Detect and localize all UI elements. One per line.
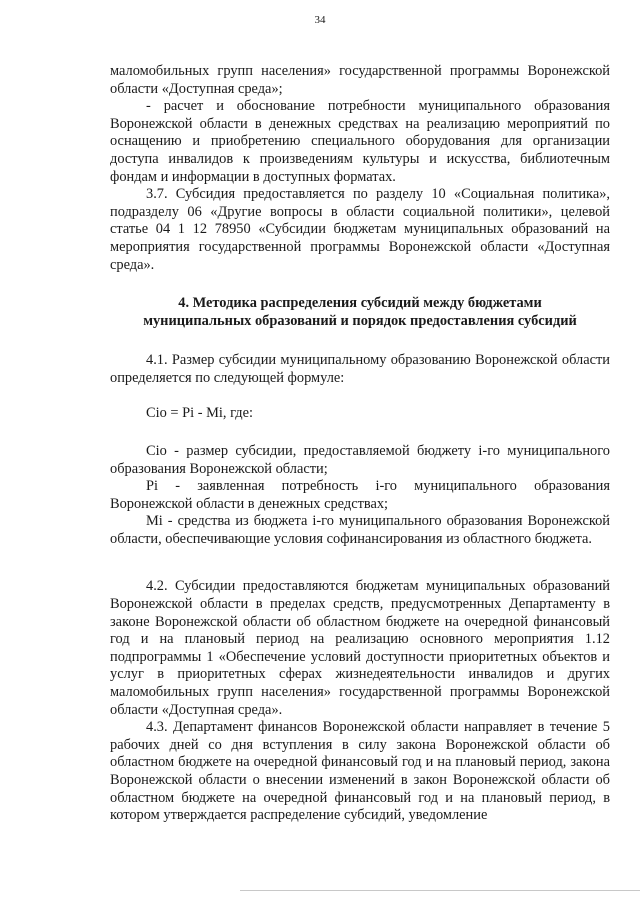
section-heading-line-2: муниципальных образований и порядок предоставления субсидий — [143, 313, 577, 330]
paragraph-list-item: - расчет и обоснование потребности муниципального образования Воронежской области в денежных средствах на реализацию мероприятий по оснащению и приобретению специального оборудования для организации доступа инвалидов к произведениям культуры и искусства, библиотечным фондам и информации в доступных форматах. — [110, 98, 610, 185]
spacer — [110, 423, 610, 443]
definition-pi: Рi - заявленная потребность i-го муниципального образования Воронежской области в денежных средствах; — [110, 478, 610, 512]
document-body — [110, 63, 610, 825]
paragraph-continuation: маломобильных групп населения» государственной программы Воронежской области «Доступная среда»; — [110, 63, 610, 97]
section-heading-line-1: 4. Методика распределения субсидий между бюджетами — [178, 295, 542, 312]
paragraph-3-7: 3.7. Субсидия предоставляется по разделу 10 «Социальная политика», подразделу 06 «Другие вопросы в области социальной политики», целевой статье 04 1 12 78950 «Субсидии бюджетам муниципальных образований на мероприятия государственной программы Воронежской области «Доступная среда». — [110, 186, 610, 273]
definition-cio: Сiо - размер субсидии, предоставляемой бюджету i-го муниципального образования Воронежской области; — [110, 442, 610, 477]
formula: Сiо = Рi - Мi, где: — [146, 405, 253, 422]
paragraph-4-1: 4.1. Размер субсидии муниципальному образованию Воронежской области определяется по следующей формуле: — [110, 352, 610, 386]
paragraph-4-3: 4.3. Департамент финансов Воронежской области направляет в течение 5 рабочих дней со дня вступления в силу закона Воронежской области об областном бюджете на очередной финансовый год и на плановый период, закона Воронежской области о внесении изменений в закон Воронежской области об областном бюджете на очередной финансовый год и на плановый период, в котором утверждается распределение субсидий, уведомление — [110, 719, 610, 824]
bottom-rule — [240, 890, 640, 891]
section-heading — [110, 294, 610, 330]
spacer — [110, 548, 610, 578]
spacer — [110, 387, 610, 405]
page-number: 34 — [314, 14, 326, 26]
paragraph-4-2: 4.2. Субсидии предоставляются бюджетам муниципальных образований Воронежской области в пределах средств, предусмотренных Департаменту в законе Воронежской области об областном бюджете на очередной финансовый год и на плановый период на реализацию основного мероприятия 1.12 подпрограммы 1 «Обеспечение условий доступности приоритетных объектов и услуг в приоритетных сферах жизнедеятельности инвалидов и других маломобильных групп населения» государственной программы Воронежской области «Доступная среда». — [110, 578, 610, 718]
definition-mi: Мi - средства из бюджета i-го муниципального образования Воронежской области, обеспечивающие условия софинансирования из областного бюджета. — [110, 513, 610, 547]
